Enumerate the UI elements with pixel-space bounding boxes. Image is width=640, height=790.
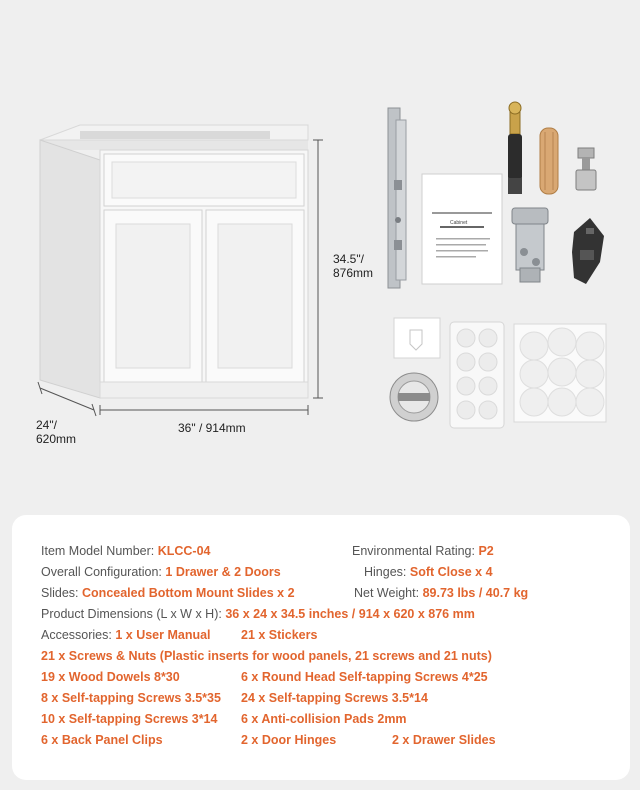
accessory-item: 19 x Wood Dowels 8*30 — [41, 670, 180, 684]
manual-title: Cabinet — [450, 220, 468, 226]
height-line-2: 876mm — [333, 266, 374, 280]
cabinet-icon — [40, 125, 308, 398]
model-label: Item Model Number: — [41, 544, 155, 558]
stickers-sheet-icon — [514, 324, 606, 422]
slides-value: Concealed Bottom Mount Slides x 2 — [82, 586, 295, 600]
product-dim-value: 36 x 24 x 34.5 inches / 914 x 620 x 876 mm — [225, 607, 475, 621]
height-line-1: 34.5"/ — [333, 252, 364, 266]
accessory-item: 2 x Drawer Slides — [392, 733, 496, 747]
accessory-item: 6 x Round Head Self-tapping Screws 4*25 — [241, 670, 488, 684]
weight-value: 89.73 lbs / 40.7 kg — [422, 586, 529, 600]
spec-environment — [352, 544, 494, 558]
accessory-item: 21 x Stickers — [241, 628, 318, 642]
accessory-item: 10 x Self-tapping Screws 3*14 — [41, 712, 218, 726]
spec-weight — [354, 586, 528, 600]
width-dimension: 36" / 914mm — [178, 421, 246, 435]
depth-line-1: 24"/ — [36, 418, 57, 432]
accessories-label: Accessories: — [41, 628, 112, 642]
config-label: Overall Configuration: — [41, 565, 162, 579]
accessory-item: 8 x Self-tapping Screws 3.5*35 — [41, 691, 221, 705]
accessory-item: 24 x Self-tapping Screws 3.5*14 — [241, 691, 428, 705]
accessory-item: 2 x Door Hinges — [241, 733, 337, 747]
depth-line-2: 620mm — [36, 432, 77, 446]
height-dimension — [333, 252, 373, 280]
spec-model — [41, 544, 211, 558]
depth-dimension — [36, 418, 76, 446]
screw-nut-icon — [508, 102, 522, 194]
anti-collision-pads-icon — [450, 322, 504, 428]
slides-label: Slides: — [41, 586, 79, 600]
spec-slides — [41, 586, 295, 600]
accessory-item: 6 x Back Panel Clips — [41, 733, 163, 747]
model-value: KLCC-04 — [157, 544, 211, 558]
env-label: Environmental Rating: — [352, 544, 475, 558]
spec-configuration — [41, 565, 281, 579]
spec-card — [12, 515, 630, 780]
sticker-square-icon — [394, 318, 440, 358]
weight-label: Net Weight: — [354, 586, 420, 600]
door-hinge-icon — [512, 208, 548, 282]
metal-connector-icon — [576, 148, 596, 190]
env-value: P2 — [478, 544, 494, 558]
spec-product-dimensions — [41, 607, 475, 621]
config-value: 1 Drawer & 2 Doors — [165, 565, 281, 579]
cam-lock-disc-icon — [390, 373, 438, 421]
accessory-item: 21 x Screws & Nuts (Plastic inserts for wood panels, 21 screws and 21 nuts) — [41, 649, 492, 663]
hinges-value: Soft Close x 4 — [409, 565, 493, 579]
spec-accessories — [41, 628, 211, 642]
accessory-item: 6 x Anti-collision Pads 2mm — [241, 712, 407, 726]
wood-dowel-icon — [540, 128, 558, 194]
accessory-item: 1 x User Manual — [115, 628, 211, 642]
spec-hinges — [364, 565, 493, 579]
back-panel-clip-icon — [572, 218, 604, 284]
drawer-slide-icon — [388, 108, 406, 288]
user-manual-icon — [422, 174, 502, 284]
product-dim-label: Product Dimensions (L x W x H): — [41, 607, 222, 621]
hinges-label: Hinges: — [364, 565, 407, 579]
